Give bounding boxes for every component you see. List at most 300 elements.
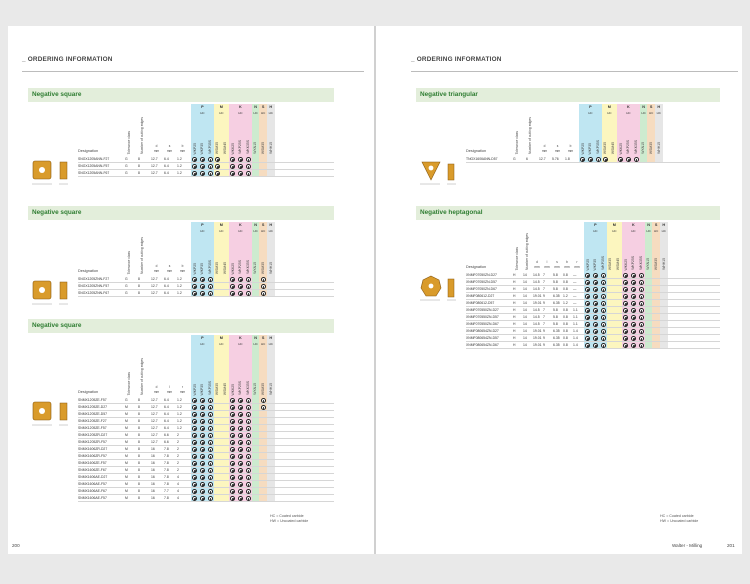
grade-availability-icon [246,405,251,410]
dimension-cell-tolerance: G [125,164,128,168]
grade-column-header: WKP35S [207,381,212,395]
dimension-cell-d: 16 [151,489,155,493]
grade-class-label: HC [200,229,205,233]
dimension-cell-edges: 14 [523,287,527,291]
grade-class-label: HC [661,229,666,233]
dimension-cell-r: 1.2 [177,419,182,423]
grade-availability-icon [261,291,266,296]
grade-column-header: WSM35 [603,141,608,154]
grade-availability-icon [631,287,636,292]
designation-cell: XNMF080612-D57 [466,301,495,305]
section-title: Negative square [28,88,334,102]
grade-availability-icon [208,489,213,494]
grade-availability-icon [208,398,213,403]
product-table-section [416,206,720,355]
designation-cell: SNMX1205ZE-F27 [78,419,107,423]
column-header-d: d [155,144,158,148]
table-body [28,102,334,183]
dimension-cell-edges: 14 [523,280,527,284]
dimension-cell-r: — [573,287,577,291]
grade-availability-icon [200,157,205,162]
dimension-cell-r: 1.2 [177,426,182,430]
grade-column-header: WKP25 [192,383,197,395]
dimension-cell-l: 6.4 [164,412,169,416]
dimension-cell-s: 6.4 [164,291,169,295]
designation-cell: SNGX1205ANN-F27 [78,157,110,161]
section-title: Negative heptagonal [416,206,720,220]
grade-availability-icon [246,482,251,487]
table-row [78,481,334,488]
grade-column-header: WSM45 [610,141,615,154]
grade-availability-icon [208,419,213,424]
table-row [78,404,334,411]
grade-availability-icon [246,291,251,296]
grade-availability-icon [246,157,251,162]
grade-availability-icon [238,489,243,494]
grade-availability-icon [238,475,243,480]
left-page-number: 200 [12,543,20,548]
insert-illustration [30,399,76,429]
column-header-edges: Number of cutting edges [140,358,144,395]
dimension-cell-tolerance: M [125,440,128,444]
dimension-cell-r: 1.2 [177,405,182,409]
grade-column-header: WKP35S [207,260,212,274]
table-row [466,156,720,163]
column-header-edges: Number of cutting edges [525,233,529,270]
grade-availability-icon [601,315,606,320]
grade-column-header: WKP35S [595,140,600,154]
grade-column-header: WSM35 [260,261,265,274]
grade-availability-icon [246,454,251,459]
column-unit-mm: mm [534,265,540,269]
dimension-cell-edges: 8 [138,277,140,281]
table-row [78,163,334,170]
grade-availability-icon [601,287,606,292]
column-unit-mm: mm [153,390,160,394]
dimension-cell-b: 1.2 [563,301,568,305]
column-unit-mm: mm [166,390,173,394]
grade-column-header: WXN15 [253,262,258,274]
column-unit-mm: mm [541,149,548,153]
grade-availability-icon [238,277,243,282]
table-row [78,495,334,502]
designation-cell: SNMX1606AE-F67 [78,489,107,493]
dimension-cell-l: 6.4 [164,426,169,430]
dimension-cell-d: 16 [151,468,155,472]
insert-drawing [30,278,76,308]
dimension-cell-tolerance: H [513,329,516,333]
dimension-cell-r: 4 [177,489,179,493]
dimension-cell-r: — [573,273,577,277]
designation-cell: XNMF07050ZN-D27 [466,273,497,277]
material-group-label-N: N [254,223,257,227]
designation-cell: SNMX1606ZE-F67 [78,468,107,472]
designation-cell: SNGX1205ZNN-F67 [78,291,110,295]
grade-availability-icon [634,157,639,162]
dimension-cell-tolerance: H [513,308,516,312]
left-header-rule [22,71,364,72]
grade-column-header: WKP25S [238,260,243,274]
grade-availability-icon [208,461,213,466]
designation-cell: SNGX1205ZNN-F57 [78,284,110,288]
table-row [78,439,334,446]
dimension-cell-d: 19.01 [533,294,542,298]
dimension-cell-d: 12.7 [151,284,158,288]
grade-availability-icon [631,301,636,306]
grade-column-header: WXN15 [253,383,258,395]
grade-availability-icon [593,329,598,334]
product-table-section [28,88,334,183]
dimension-cell-l: 7 [543,315,545,319]
dimension-cell-d: 14.5 [533,287,540,291]
grade-class-label: HC [631,229,636,233]
dimension-cell-r: 4 [177,496,179,500]
dimension-cell-b: 0.8 [563,273,568,277]
grade-availability-icon [200,171,205,176]
designation-cell: SNGX1205ANN-F67 [78,171,110,175]
dimension-cell-l: 7.8 [164,447,169,451]
material-group-label-S: S [261,105,265,109]
grade-availability-icon [593,308,598,313]
grade-availability-icon [238,291,243,296]
grade-availability-icon [238,164,243,169]
dimension-cell-d: 16 [151,496,155,500]
dimension-cell-tolerance: M [125,405,128,409]
dimension-cell-b: 1.2 [177,157,182,161]
grade-availability-icon [631,308,636,313]
grade-class-label: HC [261,111,266,115]
grade-availability-icon [208,440,213,445]
grade-availability-icon [246,284,251,289]
dimension-cell-edges: 8 [138,426,140,430]
dimension-cell-s: 6.4 [164,171,169,175]
dimension-cell-d: 14.5 [533,322,540,326]
grade-column-header: WHH15 [268,262,273,274]
grade-availability-icon [200,433,205,438]
material-group-label-M: M [612,223,616,227]
dimension-cell-tolerance: M [125,468,128,472]
right-footer-label: Walter - Milling [672,543,703,548]
grade-column-header: WSM35 [215,382,220,395]
designation-cell: XNMF07050ZN-D57 [466,280,497,284]
dimension-cell-d: 12.7 [151,412,158,416]
dimension-cell-l: 6.4 [164,419,169,423]
grade-class-label: HC [626,111,631,115]
material-group-label-K: K [239,105,242,109]
table-row [78,276,334,283]
column-unit-mm: mm [153,269,160,273]
designation-cell: SNMX1205ZR-D27 [78,433,108,437]
table-row [78,156,334,163]
right-footnote [660,514,698,524]
table-row [78,467,334,474]
designation-column-header: Designation [78,269,99,273]
column-header-d: d [543,144,546,148]
grade-class-label: HC [641,111,646,115]
column-header-s: s [556,260,558,264]
designation-cell: SNMX1205ZE-D27 [78,405,108,409]
dimension-cell-r: 2 [177,454,179,458]
grade-column-header: WKP25 [192,262,197,274]
material-group-label-N: N [642,105,645,109]
material-group-label-M: M [219,223,223,227]
grade-class-label: HC [200,342,205,346]
dimension-cell-d: 14.5 [533,315,540,319]
column-unit-mm: mm [574,265,580,269]
insert-illustration [418,274,464,304]
grade-availability-icon [631,329,636,334]
dimension-cell-d: 12.7 [151,419,158,423]
column-header-l: l [546,260,548,264]
grade-availability-icon [208,426,213,431]
insert-illustration [418,158,464,188]
dimension-cell-b: 1.2 [563,294,568,298]
column-header-s: s [168,264,171,268]
dimension-cell-s: 6.35 [553,343,560,347]
grade-availability-icon [200,461,205,466]
grade-availability-icon [208,164,213,169]
dimension-cell-d: 12.7 [151,157,158,161]
dimension-cell-edges: 8 [138,440,140,444]
dimension-cell-b: 0.8 [563,343,568,347]
grade-availability-icon [238,157,243,162]
grade-availability-icon [246,489,251,494]
grade-availability-icon [238,398,243,403]
dimension-cell-edges: 8 [138,482,140,486]
grade-column-header: WSM35 [608,257,613,270]
dimension-cell-edges: 14 [523,322,527,326]
grade-column-header: WXN15 [646,258,651,270]
column-unit-mm: mm [153,149,160,153]
grade-availability-icon [588,157,593,162]
dimension-cell-edges: 14 [523,315,527,319]
grade-column-header: WSM45 [615,257,620,270]
table-row [78,474,334,481]
grade-availability-icon [593,315,598,320]
grade-availability-icon [631,336,636,341]
dimension-cell-l: 6.6 [164,440,169,444]
grade-availability-icon [200,412,205,417]
column-header-edges: Number of cutting edges [528,117,532,154]
product-table-section [28,206,334,303]
dimension-cell-b: 0.8 [563,329,568,333]
insert-drawing [30,158,76,188]
grade-column-header: WKP35 [200,262,205,274]
dimension-cell-tolerance: H [513,273,516,277]
dimension-cell-r: — [573,280,577,284]
grade-column-header: WSM35 [648,141,653,154]
left-footnote [270,514,308,524]
dimension-cell-tolerance: M [125,482,128,486]
dimension-cell-l: 7 [543,322,545,326]
dimension-cell-l: 7 [543,287,545,291]
dimension-cell-edges: 8 [138,419,140,423]
table-body [416,220,720,355]
table-row [78,425,334,432]
grade-availability-icon [238,461,243,466]
dimension-cell-tolerance: H [513,322,516,326]
dimension-cell-d: 12.7 [151,164,158,168]
dimension-cell-s: 6.35 [553,301,560,305]
dimension-cell-d: 16 [151,447,155,451]
grade-availability-icon [238,482,243,487]
grade-availability-icon [238,468,243,473]
designation-cell: SNMX1606ZR-F57 [78,454,107,458]
table-body [416,102,720,169]
grade-column-header: WHH15 [656,142,661,154]
grade-availability-icon [246,277,251,282]
grade-availability-icon [639,280,644,285]
grade-class-label: HC [649,111,654,115]
dimension-cell-l: 9 [543,301,545,305]
dimension-cell-r: 2 [177,447,179,451]
dimension-cell-d: 14.5 [533,308,540,312]
grade-availability-icon [200,489,205,494]
grade-availability-icon [601,322,606,327]
grade-availability-icon [238,496,243,501]
grade-availability-icon [200,284,205,289]
table-row [78,290,334,297]
material-group-label-K: K [632,223,635,227]
grade-availability-icon [626,157,631,162]
dimension-cell-s: 6.35 [553,294,560,298]
dimension-cell-s: 5.8 [553,280,558,284]
grade-column-header: WSM35 [215,261,220,274]
dimension-cell-b: 1.2 [177,291,182,295]
grade-class-label: HC [219,342,224,346]
dimension-cell-d: 12.7 [151,277,158,281]
grade-availability-icon [200,454,205,459]
grade-availability-icon [246,475,251,480]
designation-cell: XNMF080612-D27 [466,294,495,298]
dimension-cell-d: 12.7 [151,291,158,295]
grade-availability-icon [200,277,205,282]
dimension-cell-tolerance: G [125,157,128,161]
column-unit-mm: mm [179,149,186,153]
dimension-cell-tolerance: H [513,280,516,284]
dimension-cell-tolerance: M [125,489,128,493]
dimension-cell-s: 6.4 [164,277,169,281]
column-header-tolerance: Tolerance class [515,130,519,154]
column-unit-mm: mm [554,265,560,269]
grade-availability-icon [238,426,243,431]
dimension-cell-tolerance: H [513,301,516,305]
dimension-cell-b: 1.2 [177,284,182,288]
dimension-cell-tolerance: H [513,315,516,319]
material-group-label-H: H [662,223,666,227]
grade-availability-icon [593,336,598,341]
insert-drawing [418,158,464,188]
column-header-tolerance: Tolerance class [127,250,131,274]
dimension-cell-edges: 8 [138,468,140,472]
dimension-cell-r: 1.1 [573,322,578,326]
column-unit-mm: mm [567,149,574,153]
grade-availability-icon [238,433,243,438]
column-header-tolerance: Tolerance class [127,130,131,154]
grade-column-header: WKP25 [585,258,590,270]
dimension-cell-tolerance: G [513,157,516,161]
grade-column-header: WKP35S [207,140,212,154]
dimension-cell-l: 7.7 [164,489,169,493]
dimension-cell-tolerance: H [513,336,516,340]
grade-availability-icon [639,301,644,306]
material-group-label-K: K [239,336,242,340]
dimension-cell-r: 1.2 [177,398,182,402]
dimension-cell-b: 0.8 [563,280,568,284]
dimension-cell-s: 5.8 [553,322,558,326]
dimension-cell-d: 12.7 [151,405,158,409]
dimension-cell-tolerance: G [125,398,128,402]
insert-drawing [30,399,76,429]
dimension-cell-b: 1.8 [565,157,570,161]
dimension-cell-r: 4 [177,482,179,486]
grade-availability-icon [261,405,266,410]
grade-availability-icon [596,157,601,162]
dimension-cell-l: 7 [543,308,545,312]
grade-availability-icon [200,398,205,403]
table-row [78,453,334,460]
dimension-cell-edges: 8 [138,164,140,168]
table-row [78,283,334,290]
column-header-b: b [569,144,572,148]
grade-class-label: HC [268,342,273,346]
grade-column-header: WKK25 [230,262,235,274]
material-group-label-S: S [261,336,265,340]
dimension-cell-tolerance: M [125,447,128,451]
dimension-cell-r: 1.4 [573,336,578,340]
material-group-label-S: S [649,105,653,109]
grade-availability-icon [639,336,644,341]
dimension-cell-edges: 14 [523,329,527,333]
dimension-cell-s: 6.4 [164,164,169,168]
insert-illustration [30,158,76,188]
grade-availability-icon [639,343,644,348]
grade-availability-icon [631,273,636,278]
grade-column-header: WKP35 [593,258,598,270]
grade-availability-icon [593,273,598,278]
dimension-cell-s: 6.4 [164,157,169,161]
designation-cell: XNMF080654ZN-D27 [466,329,499,333]
grade-availability-icon [601,273,606,278]
grade-availability-icon [208,171,213,176]
dimension-cell-r: 1.4 [573,329,578,333]
designation-cell: XNMF070550ZN-D57 [466,315,499,319]
column-header-tolerance: Tolerance class [515,246,519,270]
grade-availability-icon [593,322,598,327]
dimension-cell-r: — [573,294,577,298]
grade-availability-icon [246,164,251,169]
dimension-cell-d: 12.7 [151,426,158,430]
column-header-r: r [576,260,578,264]
column-header-l: l [169,385,170,389]
grade-class-label: HC [656,111,661,115]
grade-availability-icon [208,475,213,480]
dimension-cell-l: 6.4 [164,398,169,402]
material-group-label-H: H [657,105,661,109]
material-group-label-H: H [269,223,273,227]
designation-cell: SNMX1205ZR-F57 [78,440,107,444]
material-group-label-N: N [254,336,257,340]
grade-column-header: WKP35 [588,142,593,154]
dimension-cell-tolerance: H [513,294,516,298]
dimension-cell-b: 0.8 [563,336,568,340]
grade-column-header: WSM35 [215,141,220,154]
grade-availability-icon [208,277,213,282]
column-header-b: b [181,144,184,148]
grade-class-label: HC [261,342,266,346]
grade-column-header: WSM45 [222,261,227,274]
dimension-cell-r: 4 [177,475,179,479]
